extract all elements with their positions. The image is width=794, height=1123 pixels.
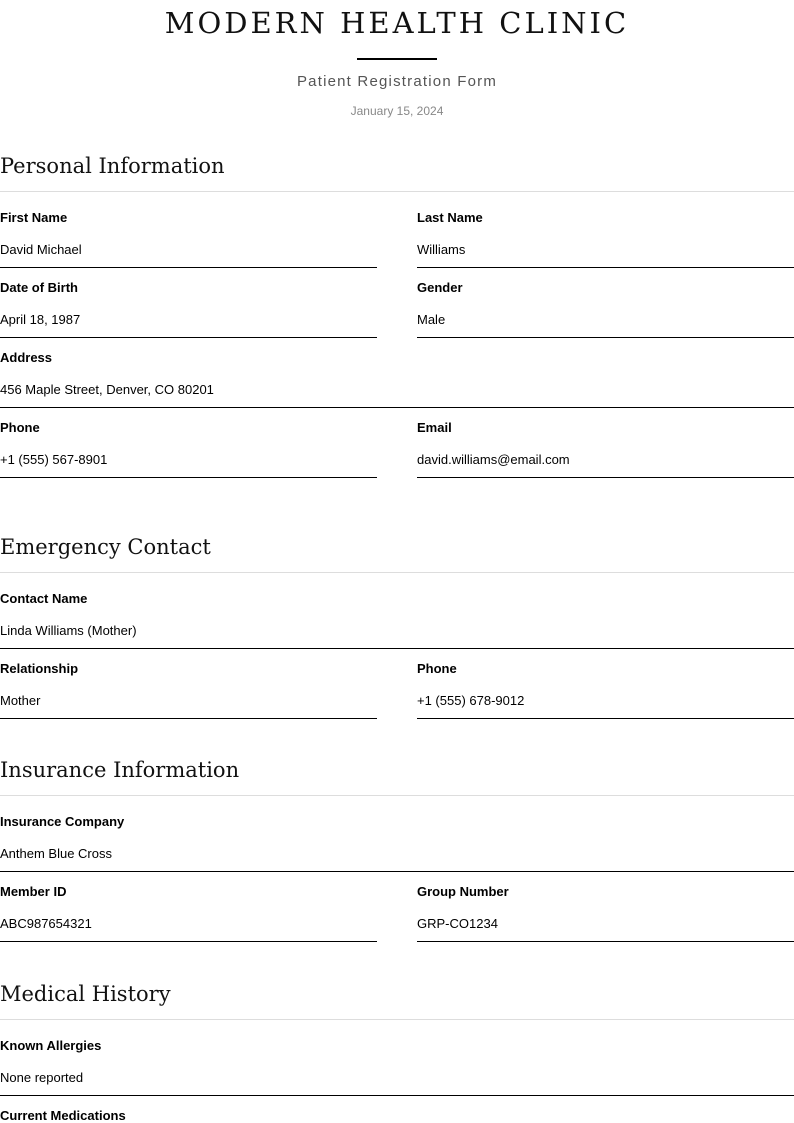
phone-field[interactable]	[0, 408, 377, 478]
section-title: Insurance Information	[0, 758, 240, 782]
field-value[interactable]: Male	[417, 312, 446, 327]
field-label: Current Medications	[0, 1108, 126, 1123]
field-label: Contact Name	[0, 591, 88, 606]
field-value[interactable]: David Michael	[0, 242, 82, 257]
field-label: Last Name	[417, 210, 483, 225]
field-value[interactable]: Anthem Blue Cross	[0, 846, 112, 861]
field-value[interactable]: 456 Maple Street, Denver, CO 80201	[0, 382, 214, 397]
email-field[interactable]	[417, 408, 794, 478]
form-date: January 15, 2024	[350, 104, 444, 118]
field-label: Member ID	[0, 884, 67, 899]
form-title: Patient Registration Form	[296, 73, 498, 90]
section-title: Personal Information	[0, 154, 225, 178]
current-medications-field[interactable]	[0, 1096, 794, 1123]
emergency-phone-field[interactable]	[417, 649, 794, 719]
insurance-company-field[interactable]	[0, 796, 794, 872]
form-header	[0, 0, 794, 118]
field-label: Address	[0, 350, 53, 365]
field-value[interactable]: Williams	[417, 242, 466, 257]
clinic-name: MODERN HEALTH CLINIC	[164, 6, 630, 40]
field-label: Relationship	[0, 661, 79, 676]
field-value[interactable]: Linda Williams (Mother)	[0, 623, 137, 638]
field-label: Group Number	[417, 884, 509, 899]
field-label: Phone	[0, 420, 40, 435]
section-medical-history	[0, 981, 794, 1123]
last-name-field[interactable]	[417, 192, 794, 268]
field-label: Date of Birth	[0, 280, 78, 295]
field-label: Known Allergies	[0, 1038, 102, 1053]
field-label: Gender	[417, 280, 463, 295]
field-label: First Name	[0, 210, 68, 225]
contact-name-field[interactable]	[0, 573, 794, 649]
field-label: Insurance Company	[0, 814, 125, 829]
header-divider	[357, 58, 437, 60]
section-emergency-contact	[0, 534, 794, 719]
field-value[interactable]: david.williams@email.com	[417, 452, 570, 467]
known-allergies-field[interactable]	[0, 1020, 794, 1096]
field-value[interactable]: +1 (555) 567-8901	[0, 452, 108, 467]
section-insurance-information	[0, 757, 794, 942]
field-value[interactable]: Mother	[0, 693, 41, 708]
field-value[interactable]: None reported	[0, 1070, 84, 1085]
field-value[interactable]: ABC987654321	[0, 916, 92, 931]
field-value[interactable]: April 18, 1987	[0, 312, 81, 327]
group-number-field[interactable]	[417, 872, 794, 942]
field-label: Phone	[417, 661, 457, 676]
relationship-field[interactable]	[0, 649, 377, 719]
section-title: Medical History	[0, 982, 171, 1006]
section-personal-information	[0, 153, 794, 478]
gender-field[interactable]	[417, 268, 794, 338]
date-of-birth-field[interactable]	[0, 268, 377, 338]
field-value[interactable]: GRP-CO1234	[417, 916, 498, 931]
member-id-field[interactable]	[0, 872, 377, 942]
address-field[interactable]	[0, 338, 794, 408]
section-title: Emergency Contact	[0, 535, 211, 559]
field-label: Email	[417, 420, 452, 435]
field-value[interactable]: +1 (555) 678-9012	[417, 693, 525, 708]
first-name-field[interactable]	[0, 192, 377, 268]
